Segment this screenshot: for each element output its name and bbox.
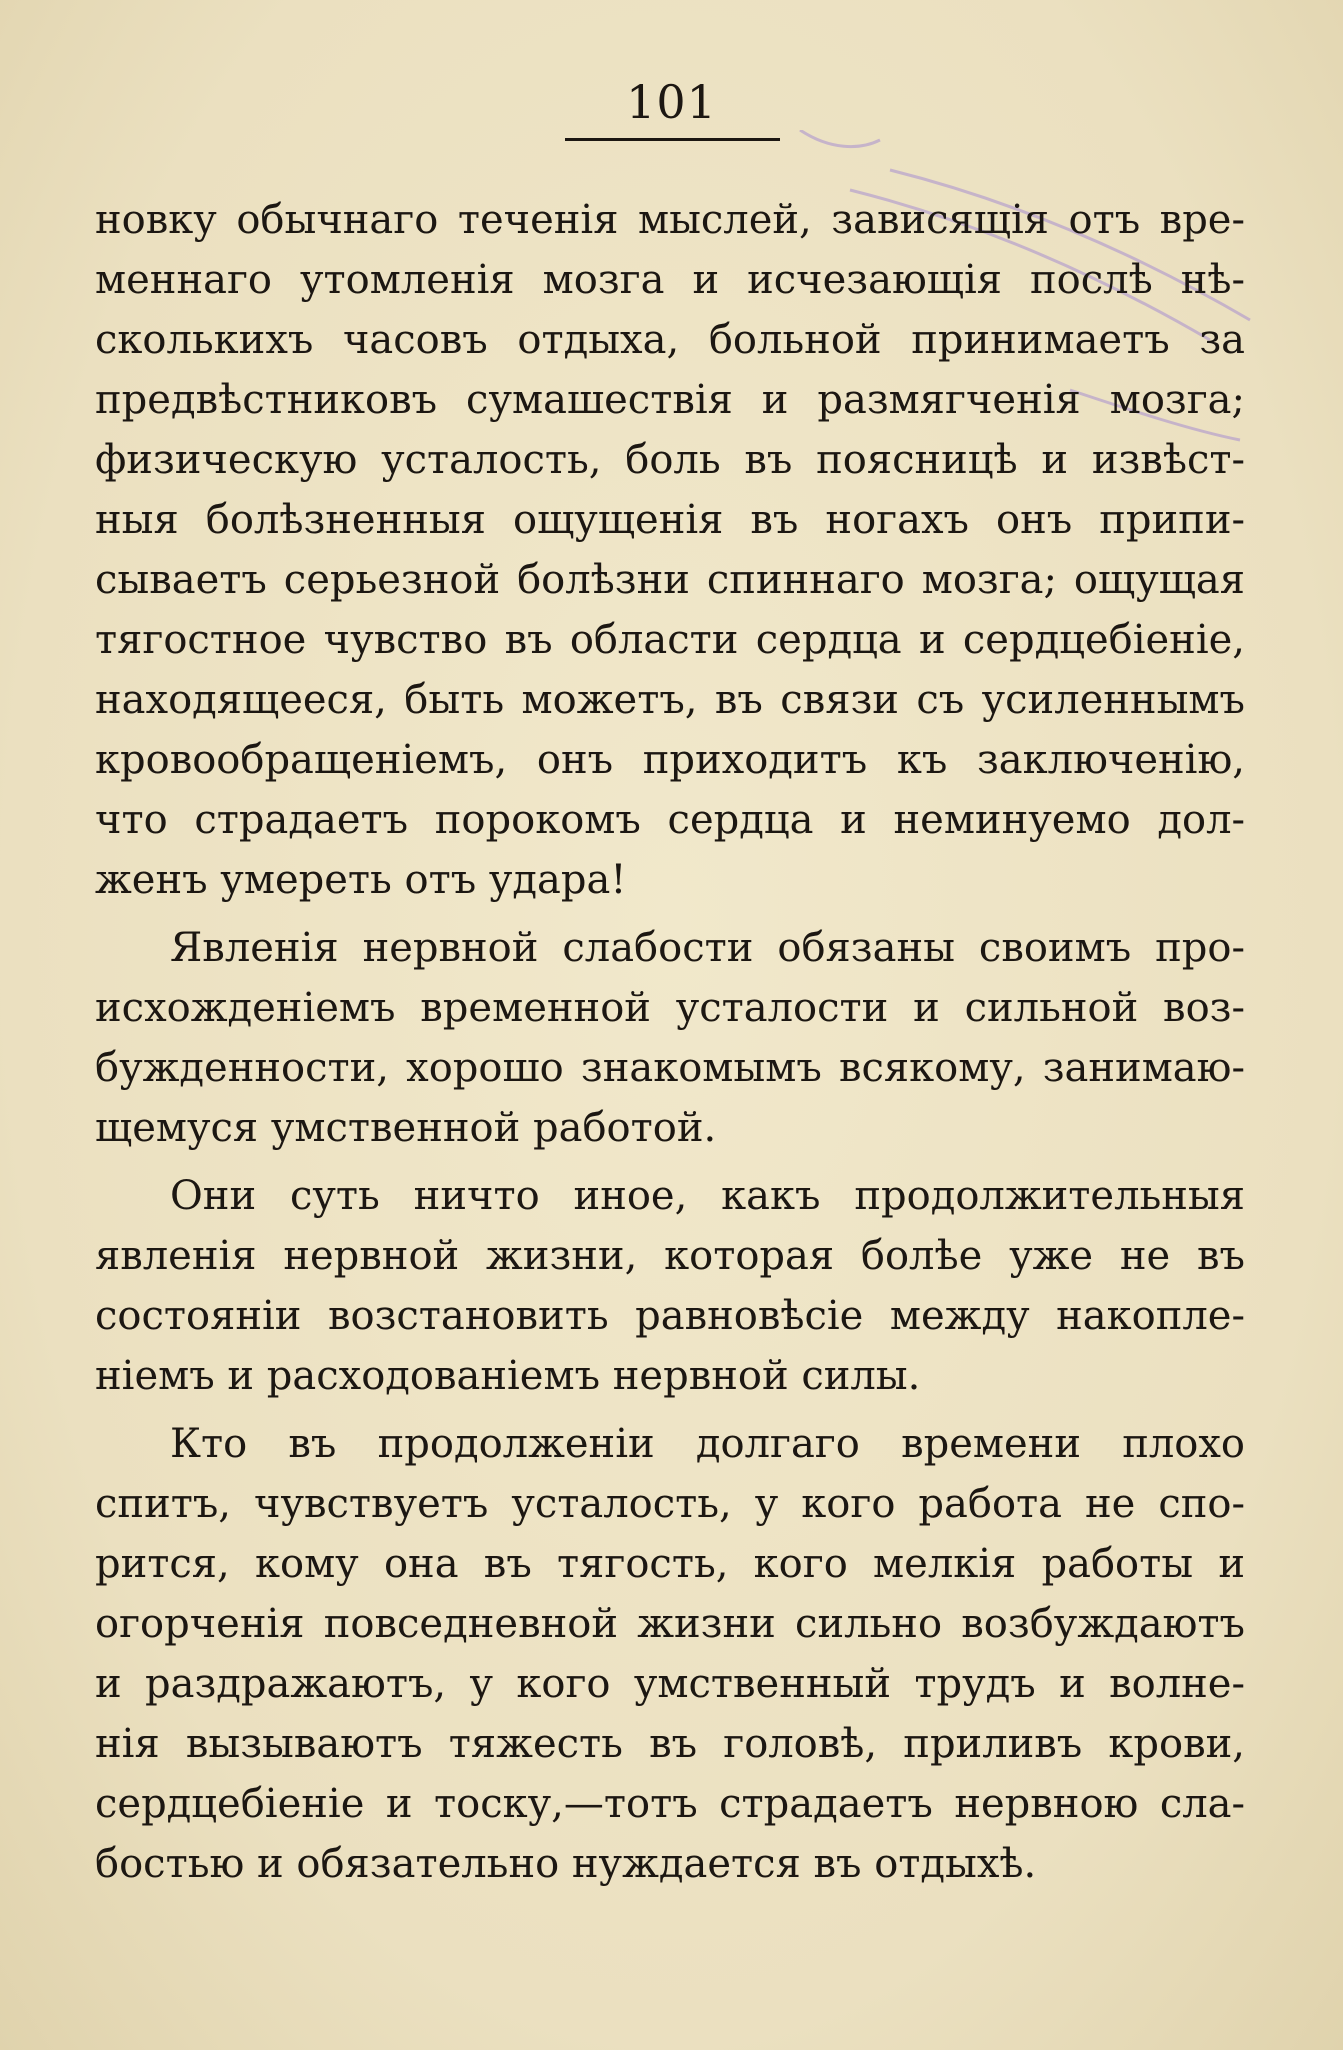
text-line: сколькихъ часовъ отдыха, больной принимаетъ за <box>95 317 1245 363</box>
text-line: нія вызываютъ тяжесть въ головѣ, приливъ крови, <box>95 1721 1245 1767</box>
paragraph-gap <box>95 1406 1245 1414</box>
paragraph <box>95 1414 1245 1894</box>
text-line: сываетъ серьезной болѣзни спиннаго мозга; ощущая <box>95 557 1245 603</box>
text-line: исхожденіемъ временной усталости и сильной воз- <box>95 985 1245 1031</box>
text-line: бостью и обязательно нуждается въ отдыхѣ. <box>95 1841 1037 1887</box>
text-line: сердцебіеніе и тоску,—тотъ страдаетъ нервною сла- <box>95 1781 1245 1827</box>
text-line: бужденности, хорошо знакомымъ всякому, занимаю- <box>95 1045 1245 1091</box>
paragraph <box>95 1166 1245 1406</box>
text-line: рится, кому она въ тягость, кого мелкія работы и <box>95 1541 1245 1587</box>
text-line: женъ умереть отъ удара! <box>95 857 627 903</box>
text-line: ніемъ и расходованіемъ нервной силы. <box>95 1353 921 1399</box>
text-line: физическую усталость, боль въ поясницѣ и извѣст- <box>95 437 1245 483</box>
text-line: Явленія нервной слабости обязаны своимъ про- <box>170 925 1245 971</box>
text-line: новку обычнаго теченія мыслей, зависящія отъ вре- <box>95 197 1245 243</box>
paragraph <box>95 918 1245 1158</box>
text-line: меннаго утомленія мозга и исчезающія послѣ нѣ- <box>95 257 1245 303</box>
text-line: и раздражаютъ, у кого умственный трудъ и волне- <box>95 1661 1245 1707</box>
paragraph-gap <box>95 1158 1245 1166</box>
paragraph-gap <box>95 910 1245 918</box>
text-line: спитъ, чувствуетъ усталость, у кого работа не спо- <box>95 1481 1245 1527</box>
text-line: Они суть ничто иное, какъ продолжительныя <box>170 1173 1245 1219</box>
text-line: Кто въ продолженіи долгаго времени плохо <box>170 1421 1245 1467</box>
header-rule <box>565 138 780 141</box>
text-line: тягостное чувство въ области сердца и сердцебіеніе, <box>95 617 1245 663</box>
text-line: щемуся умственной работой. <box>95 1105 717 1151</box>
text-line: находящееся, быть можетъ, въ связи съ усиленнымъ <box>95 677 1245 723</box>
text-body <box>95 190 1245 1894</box>
text-line: явленія нервной жизни, которая болѣе уже не въ <box>95 1233 1245 1279</box>
text-line: предвѣстниковъ сумашествія и размягченія мозга; <box>95 377 1245 423</box>
page-number: 101 <box>626 75 717 129</box>
text-line: ныя болѣзненныя ощущенія въ ногахъ онъ припи- <box>95 497 1245 543</box>
text-line: состояніи возстановить равновѣсіе между накопле- <box>95 1293 1245 1339</box>
text-line: кровообращеніемъ, онъ приходитъ къ заключенію, <box>95 737 1245 783</box>
text-line: что страдаетъ порокомъ сердца и неминуемо дол- <box>95 797 1245 843</box>
text-line: огорченія повседневной жизни сильно возбуждаютъ <box>95 1601 1245 1647</box>
paragraph <box>95 190 1245 910</box>
